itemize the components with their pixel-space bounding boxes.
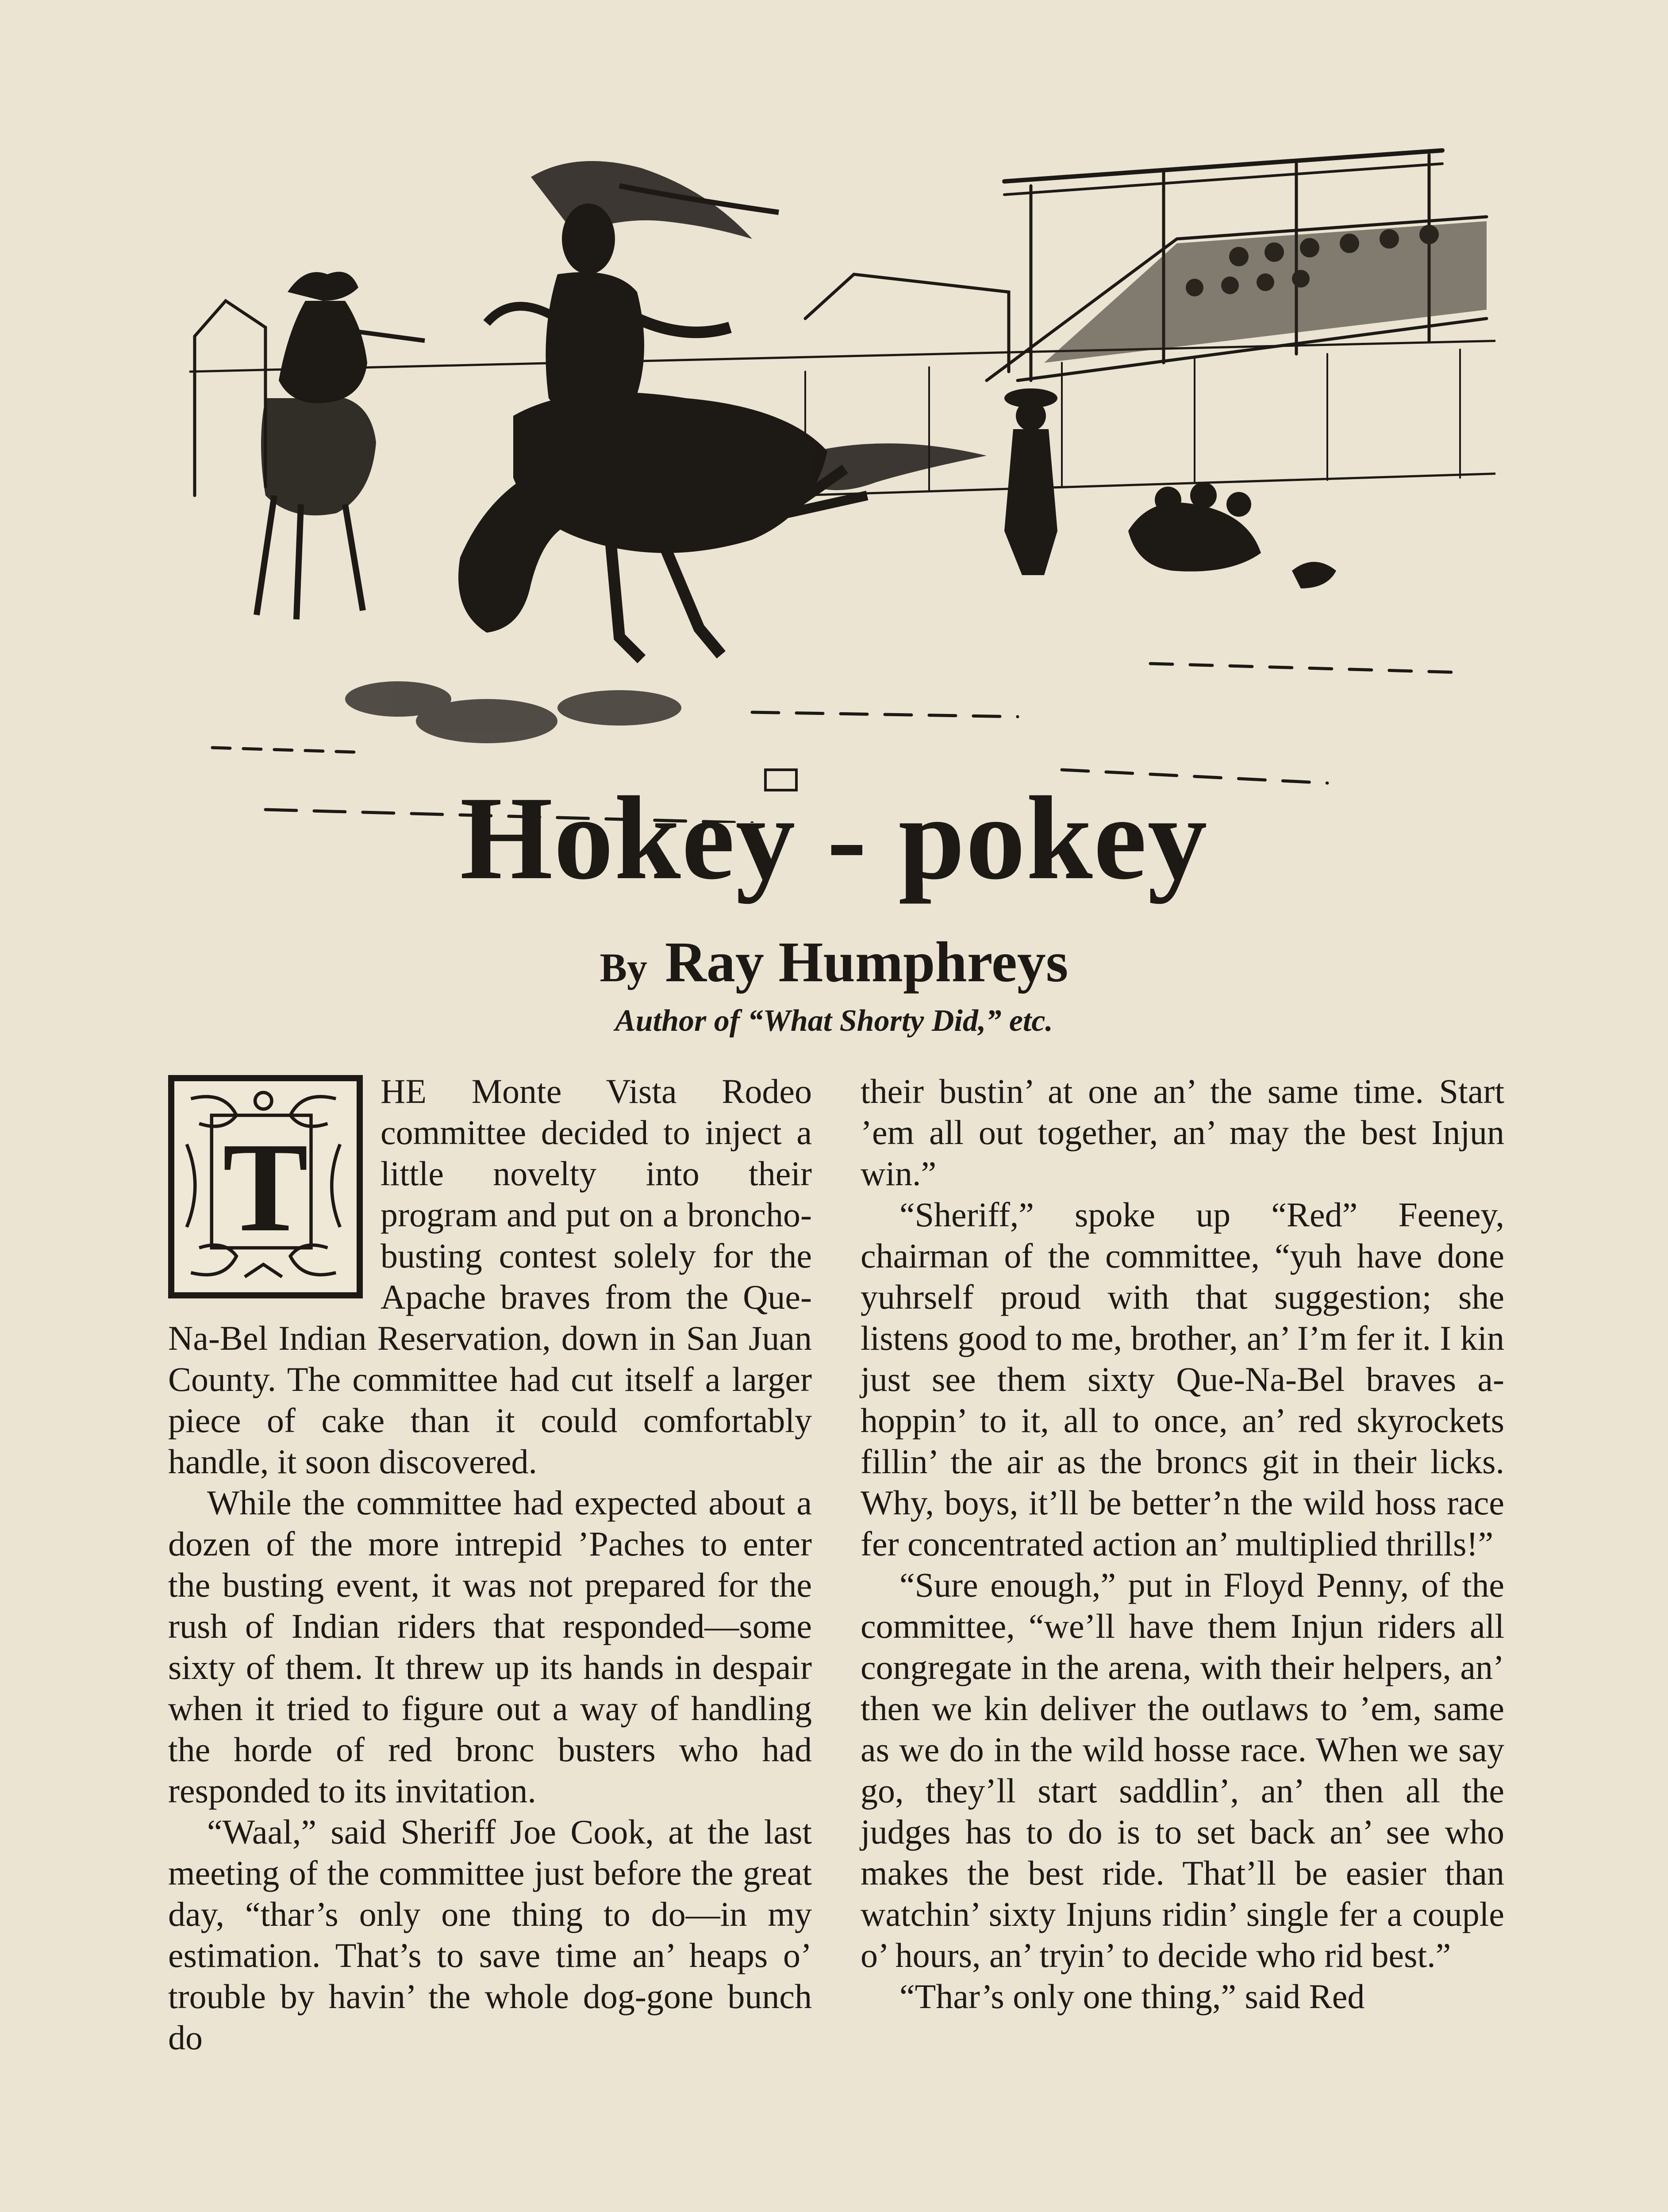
column-right <box>861 1071 1504 2017</box>
drop-cap-letter: T <box>223 1116 308 1258</box>
byline <box>0 930 1668 994</box>
paragraph-5: “Sheriff,” spoke up “Red” Feeney, chairman of the committee, “yuh have done yuhrself proud with that suggestion; she listens good to me, brother, an’ I’m fer it. I kin just see them sixty Que-Na-Bel braves a-hoppin’ to it, all to once, an’ red skyrockets fillin’ the air as the broncs git in their licks. Why, boys, it’ll be better’n the wild hoss race fer concentrated action an’ multiplied thrills!” <box>861 1195 1504 1563</box>
paragraph-4: their bustin’ at one an’ the same time. Start ’em all out together, an’ may the best Injun win.” <box>861 1072 1504 1193</box>
paragraph-3: “Waal,” said Sheriff Joe Cook, at the last meeting of the committee just before the great day, “thar’s only one thing to do—in my estimation. That’s to save time an’ heaps o’ trouble by havin’ the whole dog-gone bunch do <box>168 1813 812 2057</box>
drop-cap <box>168 1075 363 1298</box>
rodeo-scene-svg <box>177 133 1495 823</box>
author-name: Ray Humphreys <box>665 930 1068 994</box>
paragraph-1: HE Monte Vista Rodeo committee decided to inject a little novelty into their program and put on a broncho-busting contest solely for the Apache braves from the Que-Na-Bel Indian Reservation, down in San Juan County. The committee had cut itself a larger piece of cake than it could comfortably handle, it soon discovered. <box>168 1072 812 1481</box>
byline-by: By <box>600 945 648 990</box>
paragraph-7: “Thar’s only one thing,” said Red <box>899 1977 1365 2016</box>
paragraph-2: While the committee had expected about a dozen of the more intrepid ’Paches to enter the busting event, it was not prepared for the rush of Indian riders that responded—some sixty of them. It threw up its hands in despair when it tried to figure out a way of handling the horde of red bronc busters who had responded to its invitation. <box>168 1483 812 1810</box>
author-note: Author of “What Shorty Did,” etc. <box>615 1004 1053 1038</box>
story-title: Hokey - pokey <box>460 772 1208 904</box>
rodeo-illustration <box>177 133 1495 823</box>
paragraph-6: “Sure enough,” put in Floyd Penny, of the committee, “we’ll have them Injun riders all congregate in the arena, with their helpers, an’ then we kin deliver the outlaws to ’em, same as we do in the wild hosse race. When we say go, they’ll start saddlin’, an’ then all the judges has to do is to set back an’ see who makes the best ride. That’ll be easier than watchin’ sixty Injuns ridin’ single fer a couple o’ hours, an’ tryin’ to decide who rid best.” <box>861 1566 1504 1974</box>
column-left <box>168 1071 812 2058</box>
